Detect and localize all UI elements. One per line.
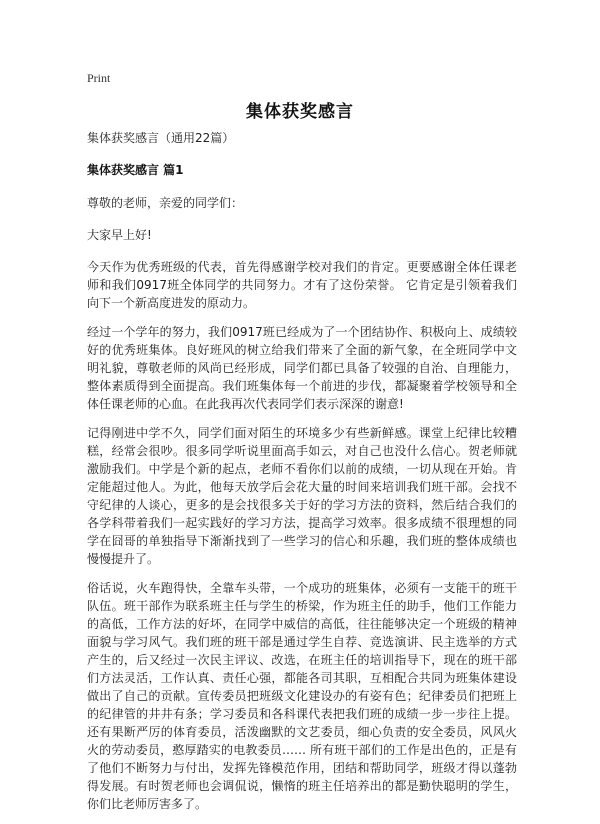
document-subtitle: 集体获奖感言（通用22篇）: [87, 131, 235, 145]
paragraph-greeting: 尊敬的老师，亲爱的同学们：: [87, 196, 244, 210]
paragraph-2: 经过一个学年的努力，我们0917班已经成为了一个团结协作、积极向上、成绩较好的优秀班集体。良好班风的树立给我们带来了全面的新气象，在全班同学中文明礼貌，尊敬老师的风尚已经形成，同学们都已具备了较强的自治、自理能力，整体素质得到全面提高。我们班集体每一个前进的步伐，都凝聚着学校领导和全体任课老师的心血。在此我再次代表同学们表示深深的谢意!: [87, 325, 517, 411]
paragraph-1: 今天作为优秀班级的代表，首先得感谢学校对我们的肯定。更要感谢全体任课老师和我们0917班全体同学的共同努力。才有了这份荣誉。 它肯定是引领着我们向下一个新高度进发的原动力。: [87, 260, 517, 310]
section-heading: 集体获奖感言 篇1: [87, 163, 184, 177]
paragraph-morning: 大家早上好!: [87, 228, 152, 242]
document-body: [87, 130, 517, 824]
document-title: 集体获奖感言: [246, 102, 354, 122]
print-label: Print: [87, 71, 111, 85]
paragraph-3: 记得刚进中学不久，同学们面对陌生的环境多少有些新鲜感。课堂上纪律比较糟糕，经常会很吵。很多同学听说里面高手如云，对自己也没什么信心。贺老师就激励我们。中学是个新的起点，老师不看你们以前的成绩，一切从现在开始。肯定能超过他人。为此，他每天放学后会花大量的时间来培训我们班干部。会找不守纪律的人谈心，更多的是会找很多关于好的学习方法的资料，然后结合我们的各学科带着我们一起实践好的学习方法，提高学习效率。很多成绩不很理想的同学在囧哥的单独指导下渐渐找到了一些学习的信心和乐趣，我们班的整体成绩也慢慢提升了。: [87, 426, 517, 566]
paragraph-4: 俗话说，火车跑得快，全靠车头带，一个成功的班集体，必须有一支能干的班干队伍。班干部作为联系班主任与学生的桥梁，作为班主任的助手，他们工作能力的高低，工作方法的好坏，在同学中威信的高低，往往能够决定一个班级的精神面貌与学习风气。我们班的班干部是通过学生自荐、竞选演讲、民主选举的方式产生的，后又经过一次民主评议、改选，在班主任的培训指导下，现在的班干部们方法灵活，工作认真、责任心强，都能各司其职，互相配合共同为班集体建设做出了自己的贡献。宣传委员把班级文化建设办的有姿有色；纪律委员们把班上的纪律管的井井有条；学习委员和各科课代表把我们班的成绩一步一步往上提。还有果断严厉的体育委员，活泼幽默的文艺委员，细心负责的安全委员，风风火火的劳动委员，憨厚踏实的电教委员…… 所有班干部们的工作是出色的，正是有了他们不断努力与付出，发挥先锋模范作用，团结和帮助同学，班级才得以蓬勃得发展。有时贺老师也会调侃说，懒惰的班主任培养出的都是勤快聪明的学生，你们比老师厉害多了。: [87, 581, 517, 811]
